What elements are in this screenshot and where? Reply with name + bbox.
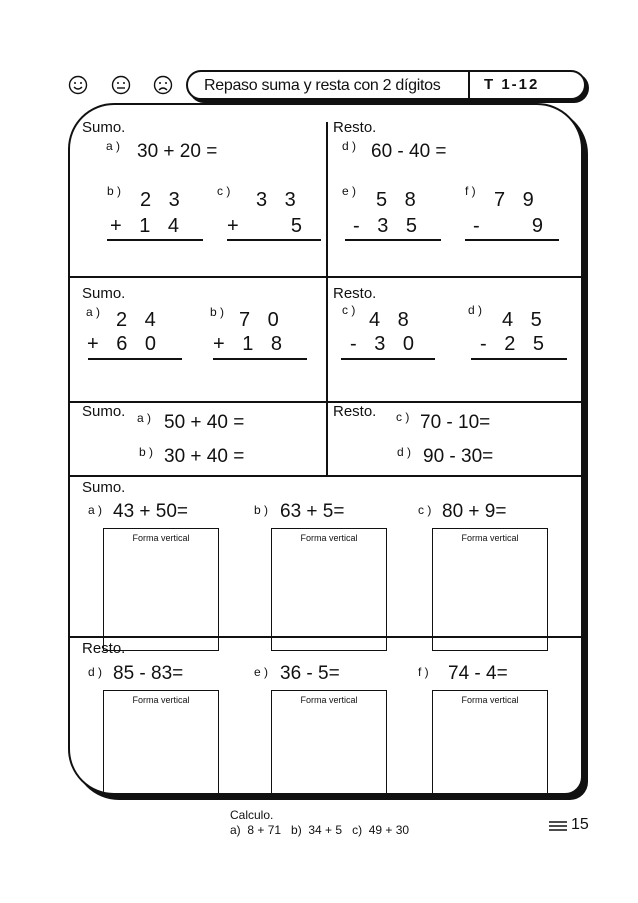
resto-label: Resto. bbox=[82, 640, 126, 657]
header-divider bbox=[468, 72, 470, 98]
top-number: 4 8 bbox=[369, 309, 415, 331]
worksheet-code: T 1-12 bbox=[484, 76, 540, 93]
bottom-number: + 5 bbox=[227, 215, 309, 237]
sumo-label: Sumo. bbox=[82, 285, 126, 302]
column-divider bbox=[326, 122, 328, 276]
bottom-number: - 3 5 bbox=[353, 215, 424, 237]
answer-box[interactable] bbox=[271, 528, 387, 651]
answer-box[interactable] bbox=[103, 690, 219, 795]
happy-face-icon bbox=[68, 75, 88, 95]
answer-box[interactable] bbox=[271, 690, 387, 795]
item-label: c ) bbox=[396, 410, 410, 424]
exercise-expression: 60 - 40 = bbox=[371, 141, 447, 162]
answer-line bbox=[227, 239, 321, 241]
item-label: c ) bbox=[342, 303, 356, 317]
box-caption: Forma vertical bbox=[300, 695, 358, 705]
item-label: e ) bbox=[342, 184, 357, 198]
item-label: f ) bbox=[465, 184, 476, 198]
answer-line bbox=[213, 358, 307, 360]
answer-line bbox=[341, 358, 435, 360]
exercise-frame bbox=[68, 103, 583, 795]
top-number: 2 3 bbox=[140, 189, 186, 211]
item-label: b ) bbox=[139, 445, 154, 459]
divider bbox=[70, 475, 581, 477]
bottom-number: + 6 0 bbox=[87, 333, 163, 355]
top-number: 7 0 bbox=[239, 309, 285, 331]
item-label: d ) bbox=[397, 445, 412, 459]
exercise-expression: 36 - 5= bbox=[280, 663, 340, 684]
item-label: f ) bbox=[418, 665, 429, 679]
answer-line bbox=[465, 239, 559, 241]
answer-line bbox=[345, 239, 441, 241]
box-caption: Forma vertical bbox=[132, 533, 190, 543]
resto-label: Resto. bbox=[333, 285, 377, 302]
item-label: b ) bbox=[107, 184, 122, 198]
item-label: d ) bbox=[88, 665, 103, 679]
calc-title: Calculo. bbox=[230, 808, 274, 822]
answer-box[interactable] bbox=[432, 690, 548, 795]
box-caption: Forma vertical bbox=[461, 695, 519, 705]
exercise-expression: 30 + 20 = bbox=[137, 141, 218, 162]
exercise-expression: 90 - 30= bbox=[423, 446, 494, 467]
sad-face-icon bbox=[153, 75, 173, 95]
item-label: a ) bbox=[137, 411, 152, 425]
resto-label: Resto. bbox=[333, 403, 377, 420]
answer-line bbox=[471, 358, 567, 360]
answer-box[interactable] bbox=[432, 528, 548, 651]
answer-box[interactable] bbox=[103, 528, 219, 651]
exercise-expression: 70 - 10= bbox=[420, 412, 491, 433]
item-label: e ) bbox=[254, 665, 269, 679]
worksheet-title: Repaso suma y resta con 2 dígitos bbox=[204, 77, 441, 94]
top-number: 3 3 bbox=[256, 189, 302, 211]
box-caption: Forma vertical bbox=[461, 533, 519, 543]
resto-label: Resto. bbox=[333, 119, 377, 136]
item-label: c ) bbox=[418, 503, 432, 517]
item-label: a ) bbox=[88, 503, 103, 517]
exercise-expression: 43 + 50= bbox=[113, 501, 189, 522]
page-number: 15 bbox=[571, 816, 589, 833]
item-label: a ) bbox=[86, 305, 101, 319]
item-label: c ) bbox=[217, 184, 231, 198]
top-number: 4 5 bbox=[502, 309, 548, 331]
exercise-expression: 63 + 5= bbox=[280, 501, 345, 522]
answer-line bbox=[107, 239, 203, 241]
top-number: 5 8 bbox=[376, 189, 422, 211]
bottom-number: + 1 4 bbox=[110, 215, 186, 237]
bottom-number: - 3 0 bbox=[350, 333, 421, 355]
exercise-expression: 50 + 40 = bbox=[164, 412, 245, 433]
answer-line bbox=[88, 358, 182, 360]
sumo-label: Sumo. bbox=[82, 119, 126, 136]
worksheet-header bbox=[186, 70, 586, 100]
item-label: d ) bbox=[342, 139, 357, 153]
page-marker-icon bbox=[549, 820, 567, 832]
top-number: 2 4 bbox=[116, 309, 162, 331]
item-label: b ) bbox=[210, 305, 225, 319]
calc-items: a) 8 + 71 b) 34 + 5 c) 49 + 30 bbox=[230, 823, 410, 837]
exercise-expression: 80 + 9= bbox=[442, 501, 507, 522]
box-caption: Forma vertical bbox=[300, 533, 358, 543]
top-number: 7 9 bbox=[494, 189, 540, 211]
column-divider bbox=[326, 276, 328, 475]
neutral-face-icon bbox=[111, 75, 131, 95]
bottom-number: - 2 5 bbox=[480, 333, 551, 355]
exercise-expression: 85 - 83= bbox=[113, 663, 184, 684]
exercise-expression: 74 - 4= bbox=[448, 663, 508, 684]
bottom-number: - 9 bbox=[473, 215, 550, 237]
sumo-label: Sumo. bbox=[82, 479, 126, 496]
item-label: a ) bbox=[106, 139, 121, 153]
item-label: d ) bbox=[468, 303, 483, 317]
exercise-expression: 30 + 40 = bbox=[164, 446, 245, 467]
item-label: b ) bbox=[254, 503, 269, 517]
sumo-label: Sumo. bbox=[82, 403, 126, 420]
bottom-number: + 1 8 bbox=[213, 333, 289, 355]
box-caption: Forma vertical bbox=[132, 695, 190, 705]
